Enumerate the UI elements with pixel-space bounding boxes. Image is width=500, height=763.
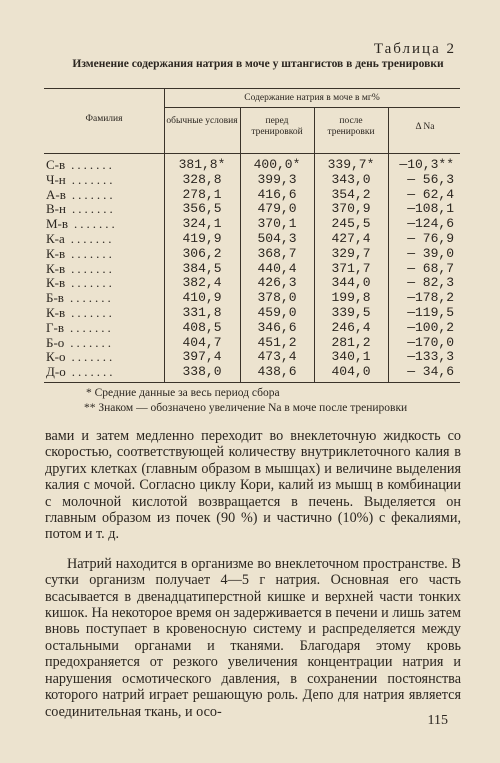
row-delta: — 76,9 (407, 230, 454, 246)
col-divider (388, 107, 389, 382)
dot-leader: ....... (71, 364, 116, 380)
row-ordinary: 382,4 (182, 275, 222, 291)
dot-leader: ....... (71, 186, 116, 202)
header-group: Содержание натрия в моче в мг% (244, 93, 380, 103)
row-before: 473,4 (257, 349, 297, 365)
col-divider (314, 107, 315, 382)
row-delta: —108,1 (407, 201, 454, 217)
row-after: 354,2 (331, 186, 371, 202)
table-title: Изменение содержания натрия в моче у штангистов в день тренировки (72, 58, 444, 70)
row-ordinary: 338,0 (182, 364, 222, 380)
table-top-rule (44, 88, 460, 89)
row-before: 346,6 (257, 319, 297, 335)
row-name: Д-о ....... (46, 364, 116, 380)
row-before: 399,3 (257, 171, 297, 187)
row-after: 246,4 (331, 319, 371, 335)
row-ordinary: 381,8* (178, 157, 226, 172)
dot-leader: ....... (71, 349, 116, 365)
before-column (242, 158, 312, 380)
header-delta: Δ Na (415, 122, 435, 132)
row-delta: —100,2 (407, 319, 454, 335)
header-name: Фамилия (85, 114, 123, 124)
row-after: 343,0 (331, 171, 371, 187)
dot-leader: ....... (71, 201, 116, 217)
row-before: 504,3 (257, 230, 297, 246)
row-before: 400,0* (253, 157, 301, 172)
footnote-2: ** Знаком — обозначено увеличение Na в моче после тренировки (84, 402, 408, 414)
row-delta: — 56,3 (407, 171, 454, 187)
dot-leader: ....... (71, 245, 115, 261)
row-delta: —170,0 (407, 334, 454, 350)
row-ordinary: 397,4 (182, 349, 222, 365)
row-after: 245,5 (331, 216, 371, 232)
dot-leader: ....... (70, 334, 115, 350)
header-ordinary: обычные условия (166, 116, 238, 126)
dot-leader: ....... (69, 319, 114, 335)
after-column (316, 158, 386, 380)
row-name: Г-в ....... (46, 319, 114, 335)
row-name: В-н ....... (46, 201, 116, 217)
dot-leader: ....... (71, 275, 115, 291)
row-delta: — 68,7 (407, 260, 454, 276)
row-after: 281,2 (331, 334, 371, 350)
row-delta: —10,3** (399, 157, 454, 172)
row-name: К-в ....... (46, 260, 115, 276)
row-name: К-в ....... (46, 304, 115, 320)
paragraph-2: Натрий находится в организме во внеклеточном пространстве. В сутки организм получает 4—5 г натрия. Основная его часть всасывается в двенадцатиперстной кишке и верхней части тонких кишок. На некоторое время он задерживается в печени и лишь затем вновь поступает в кровеносную систему и распределяется между остальными органами и тканями. Благодаря этому кровь предохраняется от резкого увеличения концентрации натрия и нарушения осмотического давления, в сохранении постоянства которого натрий играет решающую роль. Депо для натрия является соединительная ткань, и осо- (45, 555, 461, 720)
row-before: 459,0 (257, 304, 297, 320)
header-after: после тренировки (327, 116, 375, 137)
row-delta: —178,2 (407, 290, 454, 306)
row-delta: — 34,6 (407, 364, 454, 380)
row-delta: — 39,0 (407, 245, 454, 261)
row-after: 370,9 (331, 201, 371, 217)
row-ordinary: 331,8 (182, 304, 222, 320)
row-after: 329,7 (331, 245, 371, 261)
paragraph-1: вами и затем медленно переходит во внеклеточную жидкость со скоростью, соответствующей количеству внутриклеточного калия в других клетках (главным образом в мышцах) и величине выделения калия с мочой. Согласно циклу Кори, калий из мышц в комбинации с молочной кислотой возвращается в печень. Выделяется он главным образом из почек (90 %) и частично (10%) с фекалиями, потом и т. д. (45, 428, 461, 543)
dot-leader: ....... (71, 171, 116, 187)
row-ordinary: 278,1 (182, 186, 222, 202)
row-delta: —124,6 (407, 216, 454, 232)
row-after: 339,5 (331, 304, 371, 320)
row-ordinary: 384,5 (182, 260, 222, 276)
row-before: 368,7 (257, 245, 297, 261)
row-ordinary: 306,2 (182, 245, 222, 261)
dot-leader: ....... (70, 230, 115, 246)
row-after: 344,0 (331, 275, 371, 291)
row-name: Б-в ....... (46, 290, 114, 306)
body-text (45, 428, 461, 720)
row-name: Б-о ....... (46, 334, 115, 350)
table-bottom-rule (44, 382, 460, 383)
row-name: М-в ....... (46, 216, 118, 232)
dot-leader: ....... (74, 216, 118, 232)
row-before: 440,4 (257, 260, 297, 276)
row-before: 416,6 (257, 186, 297, 202)
ordinary-column (166, 158, 238, 380)
footnote-1: * Средние данные за весь период сбора (86, 387, 280, 399)
row-name: Ч-н ....... (46, 171, 116, 187)
page-number: 115 (427, 713, 448, 728)
row-name: К-а ....... (46, 230, 115, 246)
row-ordinary: 356,5 (182, 201, 222, 217)
row-after: 404,0 (331, 364, 371, 380)
row-name: К-о ....... (46, 349, 116, 365)
row-name: А-в ....... (46, 186, 116, 202)
row-after: 427,4 (331, 230, 371, 246)
row-after: 340,1 (331, 349, 371, 365)
header-before: перед тренировкой (251, 116, 303, 137)
row-before: 451,2 (257, 334, 297, 350)
row-name: К-в ....... (46, 245, 115, 261)
row-ordinary: 404,7 (182, 334, 222, 350)
row-delta: —133,3 (407, 349, 454, 365)
header-bottom-rule (44, 153, 460, 154)
row-before: 426,3 (257, 275, 297, 291)
delta-column (390, 158, 460, 380)
row-ordinary: 410,9 (182, 290, 222, 306)
col-divider (240, 107, 241, 382)
header-group-rule (164, 107, 460, 108)
row-name: К-в ....... (46, 275, 115, 291)
row-ordinary: 408,5 (182, 319, 222, 335)
row-before: 479,0 (257, 201, 297, 217)
row-ordinary: 324,1 (182, 216, 222, 232)
dot-leader: ....... (69, 290, 114, 306)
row-delta: — 82,3 (407, 275, 454, 291)
dot-leader: ....... (71, 304, 115, 320)
row-before: 378,0 (257, 290, 297, 306)
row-delta: — 62,4 (407, 186, 454, 202)
row-name: С-в ....... (46, 157, 115, 172)
dot-leader: ....... (71, 157, 115, 172)
row-before: 370,1 (257, 216, 297, 232)
row-before: 438,6 (257, 364, 297, 380)
row-ordinary: 419,9 (182, 230, 222, 246)
table-label: Таблица 2 (373, 41, 456, 57)
name-column (46, 158, 176, 380)
row-after: 371,7 (331, 260, 371, 276)
row-after: 339,7* (327, 157, 375, 172)
dot-leader: ....... (71, 260, 115, 276)
row-delta: —119,5 (407, 304, 454, 320)
row-ordinary: 328,8 (182, 171, 222, 187)
row-after: 199,8 (331, 290, 371, 306)
